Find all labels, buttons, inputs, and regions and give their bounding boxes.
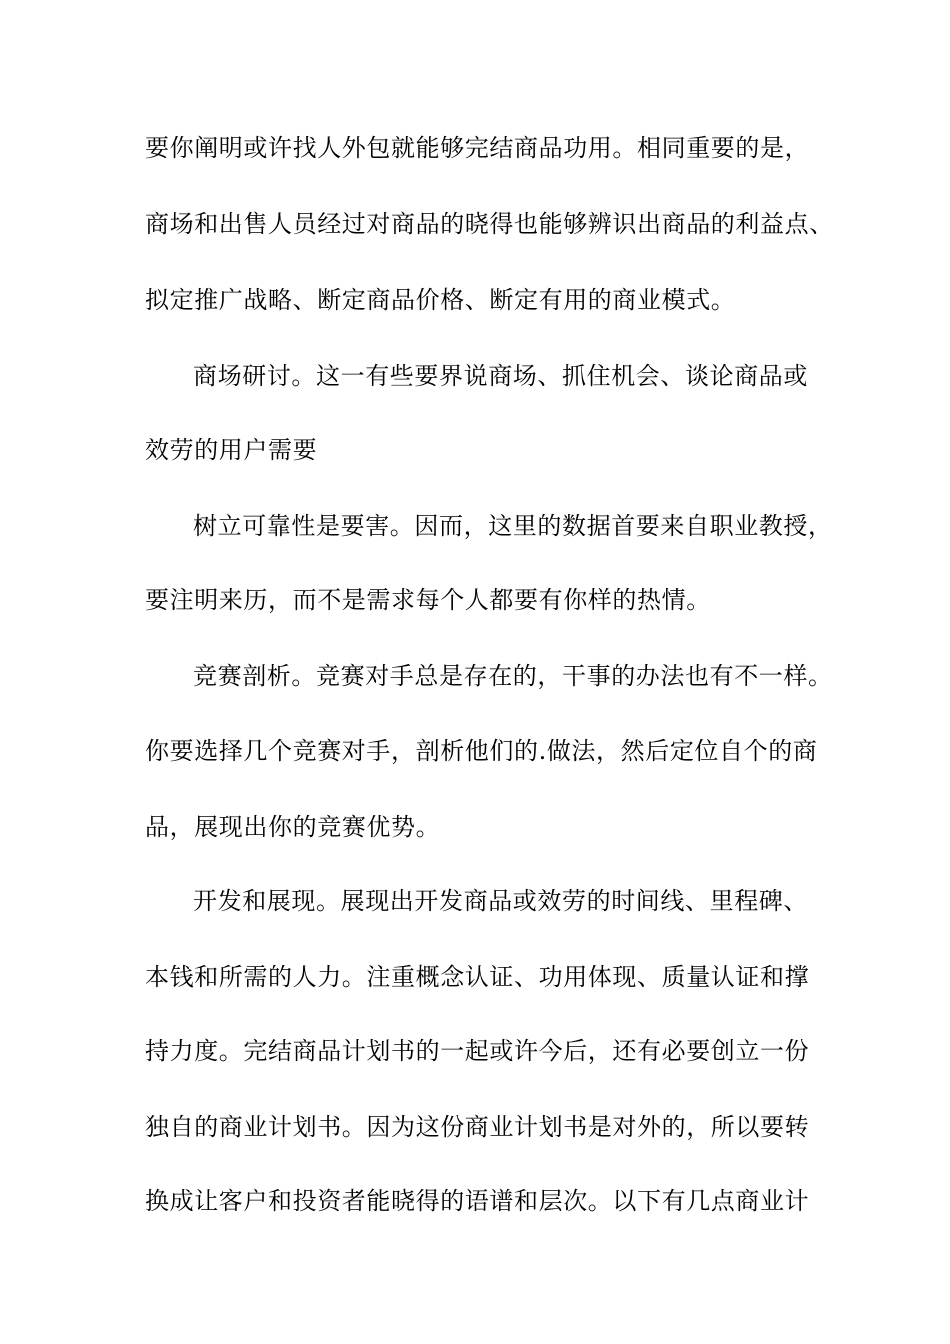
text-line: 换成让客户和投资者能晓得的语谱和层次。以下有几点商业计 [145, 1187, 810, 1215]
text-line: 独自的商业计划书。因为这份商业计划书是对外的，所以要转 [145, 1113, 810, 1141]
text-line: 要注明来历，而不是需求每个人都要有你样的热情。 [145, 586, 711, 614]
text-line: 拟定推广战略、断定商品价格、断定有用的商业模式。 [145, 286, 736, 314]
text-line: 要你阐明或许找人外包就能够完结商品功用。相同重要的是， [145, 134, 810, 162]
paragraph-first-line: 树立可靠性是要害。因而，这里的数据首要来自职业教授， [193, 512, 833, 540]
paragraph-first-line: 商场研讨。这一有些要界说商场、抓住机会、谈论商品或 [193, 362, 808, 390]
paragraph-first-line: 开发和展现。展现出开发商品或效劳的时间线、里程碑、 [193, 887, 808, 915]
text-line: 效劳的用户需要 [145, 436, 318, 464]
text-line: 商场和出售人员经过对商品的晓得也能够辨识出商品的利益点、 [145, 210, 834, 238]
text-line: 本钱和所需的人力。注重概念认证、功用体现、质量认证和撑 [145, 963, 810, 991]
text-line: 品，展现出你的竞赛优势。 [145, 813, 441, 841]
text-line: 持力度。完结商品计划书的一起或许今后，还有必要创立一份 [145, 1037, 810, 1065]
text-line: 你要选择几个竞赛对手，剖析他们的.做法，然后定位自个的商 [145, 737, 818, 765]
paragraph-first-line: 竞赛剖析。竞赛对手总是存在的，干事的办法也有不一样。 [193, 662, 833, 690]
